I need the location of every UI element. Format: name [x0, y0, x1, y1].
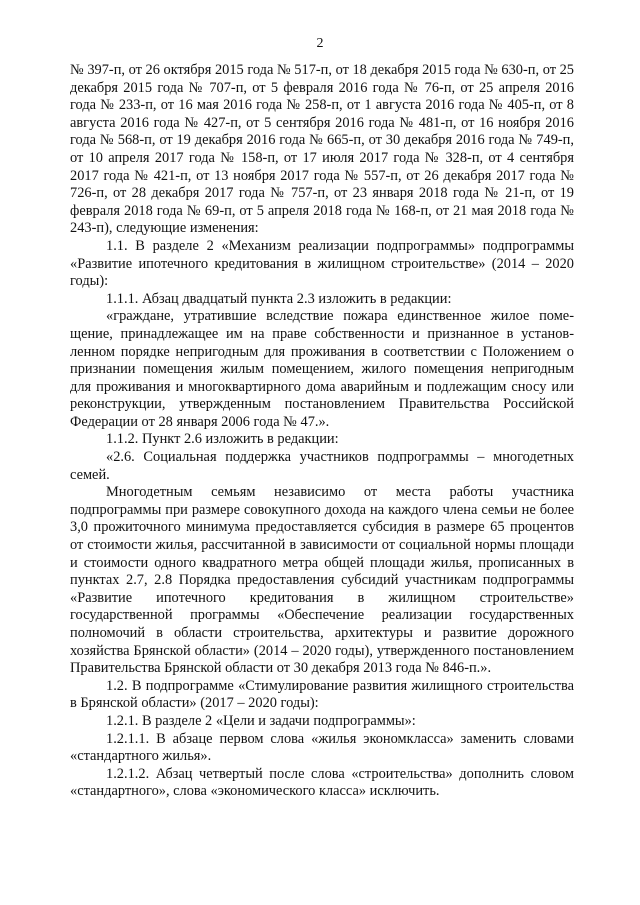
page-number: 2 — [316, 36, 324, 51]
paragraph-1-2-1-1: 1.2.1.1. В абзаце первом слова «жилья экономкласса» заменить словами «стандартного жилья». — [70, 730, 574, 765]
document-body — [70, 62, 574, 801]
paragraph-1-2-1: 1.2.1. В разделе 2 «Цели и задачи подпрограммы»: — [106, 712, 416, 729]
paragraph-resolution-list: № 397-п, от 26 октября 2015 года № 517-п, от 18 декабря 2015 года № 630-п, от 25 декабря 2015 года № 707-п, от 5 февраля 2016 года № 76-п, от 25 апреля 2016 года № 233-п, от 16 мая 2016 года № 258-п, от 1 августа 2016 года № 405-п, от 8 августа 2016 года № 427-п, от 5 сентября 2016 года № 481-п, от 16 ноября 2016 года № 568-п, от 19 декабря 2016 года № 665-п, от 30 декабря 2016 года № 749-п, от 10 апреля 2017 года № 158-п, от 17 июля 2017 года № 328-п, от 4 сентября 2017 года № 421-п, от 13 ноября 2017 года № 557-п, от 26 декабря 2017 года № 726-п, от 28 декабря 2017 года № 757-п, от 23 января 2018 года № 21-п, от 19 февраля 2018 года № 69-п, от 5 апреля 2018 года № 168-п, от 21 мая 2018 года № 243-п), следующие изменения: — [70, 62, 574, 237]
paragraph-large-families-subsidy: Многодетным семьям независимо от места работы участника подпрограммы при размере совокупного дохода на каждого члена семьи не более 3,0 прожиточного минимума предоставляется субсидия в размере 65 процентов от стоимости жилья, рассчитанной в зависимости от социальной нормы площади и стоимости одного квадратного метра общей площади жилья, прописанных в пунктах 2.7, 2.8 Порядка предоставления субсидий участникам подпрограммы «Развитие ипотечного кредитования в жилищном строительстве» государственной программы «Обеспечение реализации государственных полномочий в области строительства, архитектуры и развитие дорожного хозяйства Брянской области» (2014 – 2020 годы), утвержденного постановлением Правительства Брянской области от 30 декабря 2013 года № 846-п.». — [70, 484, 574, 677]
paragraph-2-6-heading: «2.6. Социальная поддержка участников подпрограммы – многодетных семей. — [70, 449, 574, 483]
paragraph-1-2: 1.2. В подпрограмме «Стимулирование развития жилищного строительства в Брянской области» (2017 – 2020 годы): — [70, 677, 574, 712]
paragraph-1-2-1-2: 1.2.1.2. Абзац четвертый после слова «строительства» дополнить словом «стандартного», слова «экономического класса» исключить. — [70, 765, 574, 800]
paragraph-1-1: 1.1. В разделе 2 «Механизм реализации подпрограммы» подпрограммы «Развитие ипотечного кредитования в жилищном строительстве» (2014 – 2020 годы): — [70, 237, 574, 290]
paragraph-1-1-1: 1.1.1. Абзац двадцатый пункта 2.3 изложить в редакции: — [106, 290, 452, 307]
paragraph-1-1-2: 1.1.2. Пункт 2.6 изложить в редакции: — [106, 431, 339, 448]
paragraph-quote-fire-victims: «граждане, утратившие вследствие пожара единственное жилое помещение, принадлежащее им на праве собственности и признанное в установленном порядке непригодным для проживания в соответствии с Положением о признании помещения жилым помещением, жилого помещения непригодным для проживания и многоквартирного дома аварийным и подлежащим сносу или реконструкции, утвержденным постановлением Правительства Российской Федерации от 28 января 2006 года № 47.». — [70, 308, 574, 430]
